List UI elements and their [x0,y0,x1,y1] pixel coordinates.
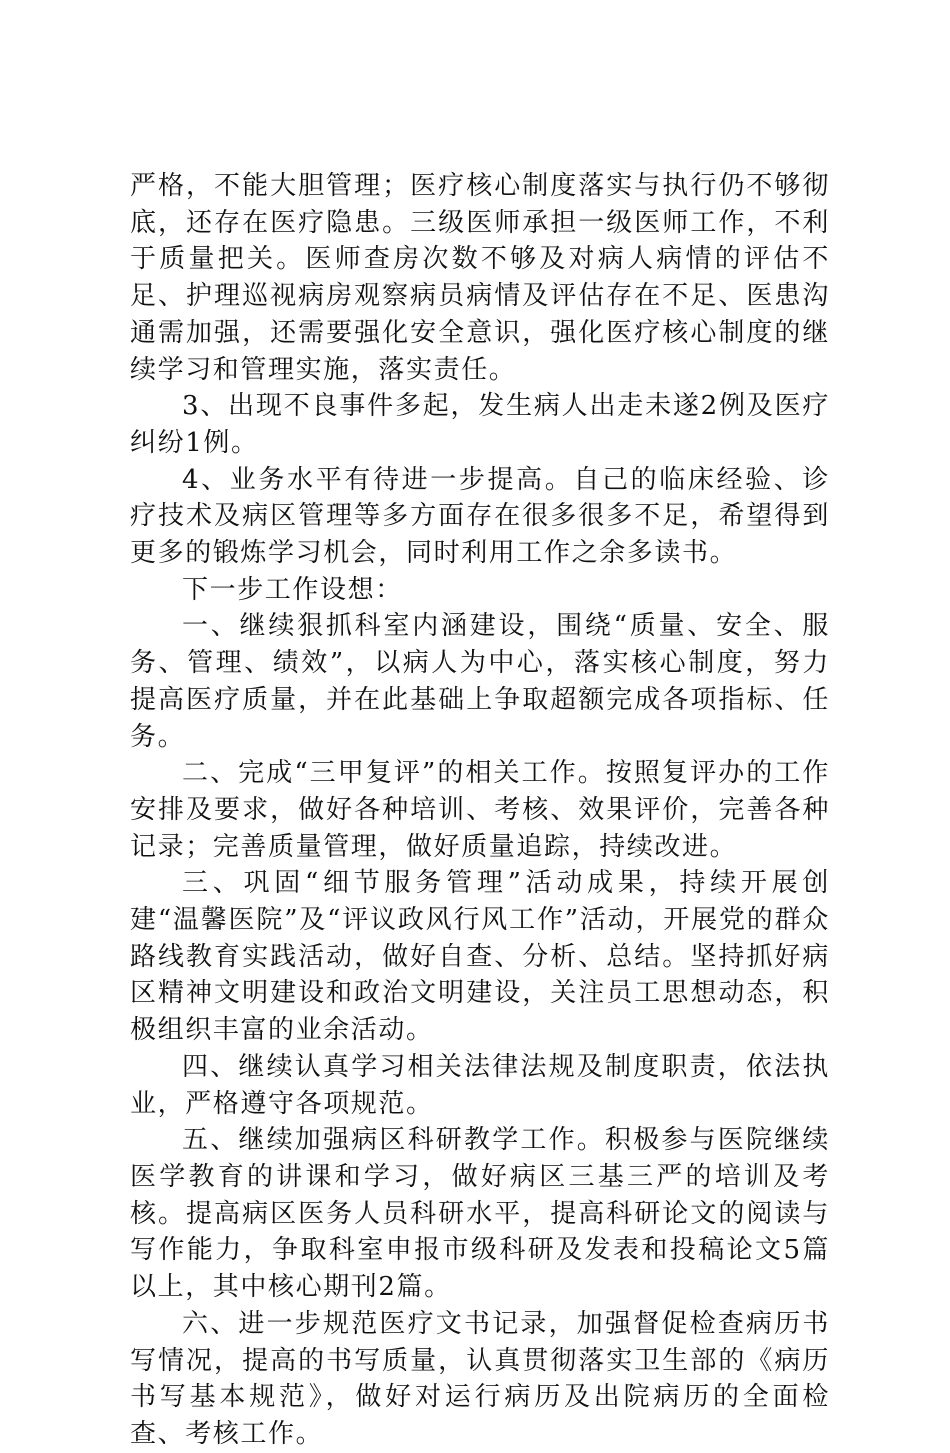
paragraph-plan-6: 六、进一步规范医疗文书记录，加强督促检查病历书写情况，提高的书写质量，认真贯彻落实卫生部的《病历书写基本规范》，做好对运行病历及出院病历的全面检查、考核工作。 [130,1308,830,1449]
section-heading-next-steps: 下一步工作设想： [182,574,403,605]
paragraph-plan-3: 三、巩固“细节服务管理”活动成果，持续开展创建“温馨医院”及“评议政风行风工作”活动，开展党的群众路线教育实践活动，做好自查、分析、总结。坚持抓好病区精神文明建设和政治文明建设，关注员工思想动态，积极组织丰富的业余活动。 [130,868,830,1046]
document-body [130,168,830,1453]
paragraph-skill-level: 4、业务水平有待进一步提高。自己的临床经验、诊疗技术及病区管理等多方面存在很多很多不足，希望得到更多的锻炼学习机会，同时利用工作之余多读书。 [130,464,830,569]
paragraph-plan-5: 五、继续加强病区科研教学工作。积极参与医院继续医学教育的讲课和学习，做好病区三基三严的培训及考核。提高病区医务人员科研水平，提高科研论文的阅读与写作能力，争取科室申报市级科研及发表和投稿论文5篇以上，其中核心期刊2篇。 [130,1125,830,1303]
paragraph-plan-4: 四、继续认真学习相关法律法规及制度职责，依法执业，严格遵守各项规范。 [130,1051,830,1119]
paragraph-problems-continued: 严格，不能大胆管理；医疗核心制度落实与执行仍不够彻底，还存在医疗隐患。三级医师承担一级医师工作，不利于质量把关。医师查房次数不够及对病人病情的评估不足、护理巡视病房观察病员病情及评估存在不足、医患沟通需加强，还需要强化安全意识，强化医疗核心制度的继续学习和管理实施，落实责任。 [130,171,830,385]
paragraph-adverse-events: 3、出现不良事件多起，发生病人出走未遂2例及医疗纠纷1例。 [130,391,830,458]
paragraph-plan-2: 二、完成“三甲复评”的相关工作。按照复评办的工作安排及要求，做好各种培训、考核、效果评价，完善各种记录；完善质量管理，做好质量追踪，持续改进。 [130,758,830,862]
paragraph-plan-1: 一、继续狠抓科室内涵建设，围绕“质量、安全、服务、管理、绩效”，以病人为中心，落实核心制度，努力提高医疗质量，并在此基础上争取超额完成各项指标、任务。 [130,611,830,752]
